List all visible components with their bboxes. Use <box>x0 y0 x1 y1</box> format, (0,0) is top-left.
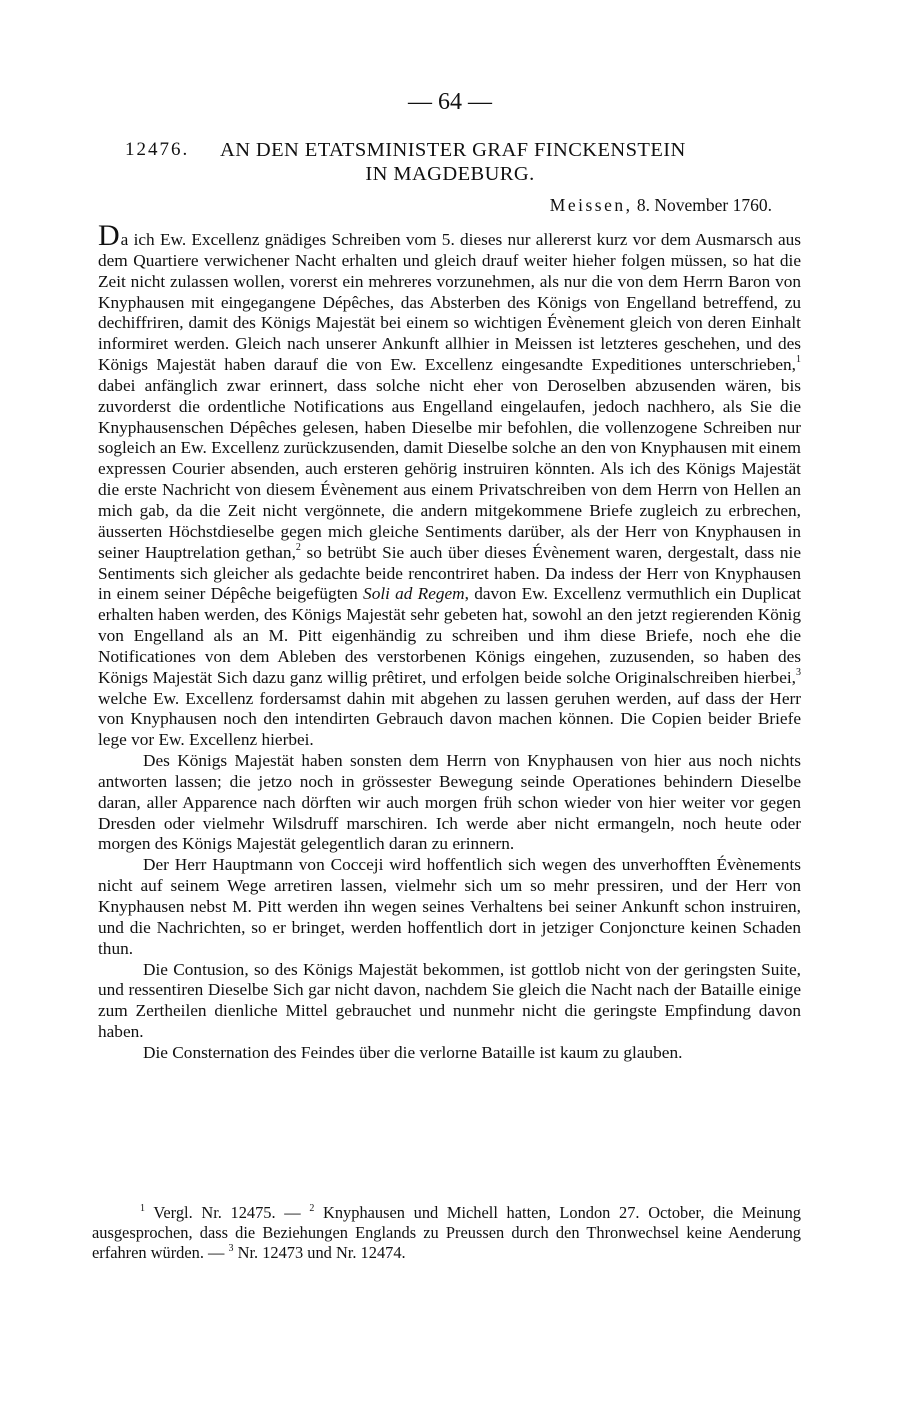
footnote-1: Vergl. Nr. 12475. — <box>145 1203 310 1222</box>
letter-body <box>98 219 802 1064</box>
paragraph-1 <box>98 219 802 751</box>
footnote-ref-3: 3 <box>796 666 801 678</box>
paragraph-1-text-d: , davon Ew. Excellenz vermuthlich ein Duplicat erhalten haben werden, des Königs Majestät sehr gebeten hat, sowohl an den jetzt regierenden König von Engelland als an M. Pitt eigenhändig zu schreiben und ihm diese Briefe, noch ehe die Notificationes von dem Ableben des verstorbenen Königs eingehen, zuzusenden, so haben des Königs Majestät Sich dazu ganz willig prêtiret, und erfolgen beide solche Originalschreiben hierbei, <box>98 584 802 687</box>
footnote-3: Nr. 12473 und Nr. 12474. <box>233 1243 406 1262</box>
paragraph-1-text-c: so betrübt Sie auch über dieses Évènement waren, dergestalt, dass nie Sentiments sich gleicher als gedachte beide rencontriret haben. Da indess der Herr von Knyphausen in einem seiner Dépêche beigefügten <box>98 542 801 604</box>
dateline-place: Meissen, <box>549 195 633 215</box>
paragraph-1-text-e: welche Ew. Excellenz fordersamst dahin mit abgehen zu lassen geruhen werden, auf dass der Herr von Knyphausen noch den intendirten Gebrauch davon machen können. Die Copien beider Briefe lege vor Ew. Excellenz hierbei. <box>98 688 801 750</box>
paragraph-1-text-b: dabei anfänglich zwar erinnert, dass solche nicht eher von Deroselben abzusenden wären, bis zuvorderst die ordentliche Notifications aus Engelland eingelaufen, jedoch nachhero, als Sie die Knyphausenschen Dépêches gelesen, haben Dieselbe mir befohlen, die vollenzogene Schreiben nur sogleich an Ew. Excellenz zurückzusenden, damit Dieselbe solche an den von Knyphausen mit einem expressen Courier absenden, auch ersteren gehörig instruiren könnten. Als ich des Königs Majestät die erste Nachricht von diesem Évènement aus einem Privatschreiben von dem Herrn von Hellen an mich gab, da die Zeit nicht vergönnete, die andern mitgekommene Briefe zugleich zu erbrechen, äusserten Höchstdieselbe gegen mich gleiche Sentiments darüber, als der Herr von Knyphausen in seiner Hauptrelation gethan, <box>98 375 801 562</box>
italic-phrase: Soli ad Regem <box>363 584 465 604</box>
footnote-marker-1: 1 <box>140 1202 145 1214</box>
drop-cap: D <box>98 219 120 252</box>
footnote-paragraph <box>92 1203 801 1263</box>
paragraph-4: Die Contusion, so des Königs Majestät bekommen, ist gottlob nicht von der geringsten Suite, und ressentiren Dieselbe Sich gar nicht davon, nachdem Sie gleich die Nacht nach der Bataille einige zum Zertheilen dienliche Mittel gebrauchet und nunmehr nicht die geringste Empfindung davon haben. <box>98 959 801 1042</box>
heading-line-2: IN MAGDEBURG. <box>365 163 535 185</box>
paragraph-2: Des Königs Majestät haben sonsten dem Herrn von Knyphausen von hier aus noch nichts antworten lassen; die jetzo noch in grössester Bewegung seinde Operationes behindern Dieselbe daran, aller Apparence nach dörften wir auch morgen früh schon wieder von hier weiter vor gegen Dresden oder vielmehr Wilsdruff marschiren. Ich werde aber nicht ermangeln, noch heute oder morgen des Königs Majestät gelegentlich daran zu erinnern. <box>98 751 801 854</box>
paragraph-1-text-a: a ich Ew. Excellenz gnädiges Schreiben vom 5. dieses nur allererst kurz vor dem Ausmarsch aus dem Quartiere verwichener Nacht erhalten und gleich drauf weiter hieher folgen müssen, so hat die Zeit nicht zulassen wollen, vorerst ein mehreres vorzunehmen, als nur die von dem Herrn Baron von Knyphausen mit eingegangene Dépêches, das Absterben des Königs von Engelland betreffend, zu dechiffriren, damit des Königs Majestät bei einem so wichtigen Évènement gleich von deren Einhalt informiret werden. Gleich nach unserer Ankunft allhier in Meissen ist letzteres geschehen, und des Königs Majestät haben darauf die von Ew. Excellenz eingesandte Expeditiones unterschrieben, <box>98 230 801 375</box>
letter-number: 12476. <box>125 139 190 160</box>
footnotes <box>92 1203 801 1263</box>
footnote-marker-2: 2 <box>309 1202 315 1214</box>
footnote-marker-3: 3 <box>228 1242 234 1254</box>
paragraph-5: Die Consternation des Feindes über die verlorne Bataille ist kaum zu glauben. <box>143 1042 683 1062</box>
page-number: — 64 — <box>408 89 492 115</box>
footnote-ref-1: 1 <box>796 354 801 366</box>
footnote-2: Knyphausen und Michell hatten, London 27. October, die Meinung ausgesprochen, dass die Beziehungen Englands zu Preussen durch den Thronwechsel keine Aenderung erfahren würden. — <box>92 1203 801 1262</box>
heading-line-1: AN DEN ETATSMINISTER GRAF FINCKENSTEIN <box>220 139 686 161</box>
dateline-date: 8. November 1760. <box>636 195 772 215</box>
paragraph-3: Der Herr Hauptmann von Cocceji wird hoffentlich sich wegen des unverhofften Évènements nicht auf seinem Wege arretiren lassen, vielmehr sich um so mehr pressiren, und der Herr von Knyphausen nebst M. Pitt werden ihn wegen seines Verhaltens bei seiner Ankunft schon instruiren, und die Nachrichten, so er bringet, werden hoffentlich dort in jetziger Conjoncture keinen Schaden thun. <box>98 855 801 958</box>
dateline <box>550 194 772 216</box>
footnote-ref-2: 2 <box>295 541 301 553</box>
